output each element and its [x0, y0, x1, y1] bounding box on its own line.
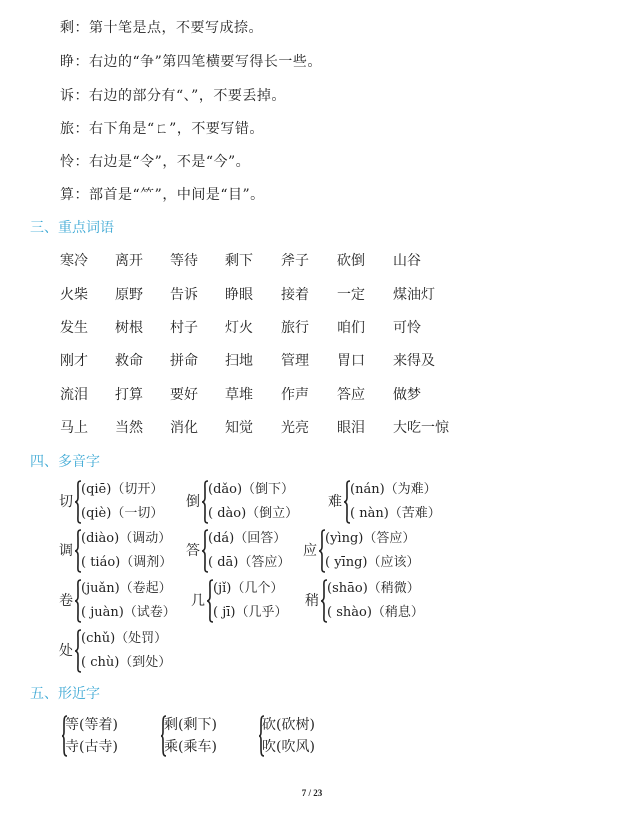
polyphonic-char: 倒	[186, 494, 200, 510]
word-row	[60, 252, 500, 272]
word: 答应	[337, 387, 365, 403]
reading-2: ( yīng)（应该）	[325, 555, 420, 570]
word: 斧子	[281, 253, 309, 269]
reading-1: (jǐ)（几个）	[213, 581, 284, 596]
reading-1: (qiē)（切开）	[81, 482, 164, 497]
note-lv: 旅：右下角是“ㄈ”，不要写错。	[60, 121, 264, 137]
reading-2: ( shào)（稍息）	[327, 605, 424, 620]
word: 刚才	[60, 353, 88, 369]
word-row	[60, 386, 500, 406]
reading-2: ( chù)（到处）	[81, 655, 172, 670]
word: 旅行	[281, 320, 309, 336]
similar-char-b: 寺(古寺)	[65, 739, 118, 755]
word: 眼泪	[337, 420, 365, 436]
word: 拼命	[170, 353, 198, 369]
note-sheng: 剩：第十笔是点，不要写成捺。	[60, 20, 263, 36]
reading-1: (dá)（回答）	[208, 531, 287, 546]
word: 剩下	[225, 253, 253, 269]
word: 救命	[115, 353, 143, 369]
note-suan: 算：部首是“⺮”，中间是“目”。	[60, 187, 265, 203]
similar-char-b: 吹(吹风)	[262, 739, 315, 755]
reading-1: (yìng)（答应）	[325, 531, 416, 546]
reading-1: (diào)（调动）	[81, 531, 172, 546]
word: 火柴	[60, 287, 88, 303]
word: 消化	[170, 420, 198, 436]
word: 煤油灯	[393, 287, 435, 303]
word: 村子	[170, 320, 198, 336]
word: 树根	[115, 320, 143, 336]
word: 打算	[115, 387, 143, 403]
word: 灯火	[225, 320, 253, 336]
similar-char-a: 砍(砍树)	[262, 717, 315, 733]
polyphonic-char: 卷	[59, 593, 73, 609]
word: 砍倒	[337, 253, 365, 269]
word: 告诉	[170, 287, 198, 303]
word: 一定	[337, 287, 365, 303]
polyphonic-char: 几	[191, 593, 205, 609]
polyphonic-char: 答	[186, 543, 200, 559]
section-heading-similar-chars: 五、形近字	[30, 686, 100, 702]
polyphonic-char: 调	[59, 543, 73, 559]
reading-1: (juǎn)（卷起）	[81, 581, 172, 596]
reading-2: ( juàn)（试卷）	[81, 605, 176, 620]
polyphonic-char: 应	[303, 543, 317, 559]
page-number: 7 / 23	[301, 788, 323, 798]
similar-char-b: 乘(乘车)	[164, 739, 217, 755]
word: 知觉	[225, 420, 253, 436]
section-heading-key-words: 三、重点词语	[30, 220, 114, 236]
word: 胃口	[337, 353, 365, 369]
reading-1: (chǔ)（处罚）	[81, 631, 168, 646]
polyphonic-char: 处	[59, 643, 73, 659]
word: 光亮	[281, 420, 309, 436]
word-row	[60, 419, 500, 439]
word: 来得及	[393, 353, 435, 369]
word-row	[60, 286, 500, 306]
section-heading-polyphonic: 四、多音字	[30, 454, 100, 470]
reading-2: ( nàn)（苦难）	[350, 506, 441, 521]
polyphonic-char: 稍	[305, 593, 319, 609]
reading-2: ( jī)（几乎）	[213, 605, 288, 620]
word: 要好	[170, 387, 198, 403]
word: 扫地	[225, 353, 253, 369]
word: 山谷	[393, 253, 421, 269]
word: 离开	[115, 253, 143, 269]
word: 草堆	[225, 387, 253, 403]
word: 睁眼	[225, 287, 253, 303]
word: 寒冷	[60, 253, 88, 269]
word: 流泪	[60, 387, 88, 403]
word: 当然	[115, 420, 143, 436]
word: 大吃一惊	[393, 420, 449, 436]
word-row	[60, 352, 500, 372]
similar-char-a: 等(等着)	[65, 717, 118, 733]
word: 咱们	[337, 320, 365, 336]
word: 等待	[170, 253, 198, 269]
word: 发生	[60, 320, 88, 336]
polyphonic-char: 切	[59, 494, 73, 510]
reading-2: ( dā)（答应）	[208, 555, 291, 570]
note-zheng: 睁：右边的“争”第四笔横要写得长一些。	[60, 54, 322, 70]
polyphonic-char: 难	[328, 494, 342, 510]
word: 接着	[281, 287, 309, 303]
reading-1: (shāo)（稍微）	[327, 581, 420, 596]
note-lian: 怜：右边是“令”，不是“今”。	[60, 154, 251, 170]
reading-2: ( tiáo)（调剂）	[81, 555, 173, 570]
word: 可怜	[393, 320, 421, 336]
reading-1: (dǎo)（倒下）	[208, 482, 295, 497]
word: 马上	[60, 420, 88, 436]
word: 做梦	[393, 387, 421, 403]
reading-1: (nán)（为难）	[350, 482, 437, 497]
word: 原野	[115, 287, 143, 303]
word-row	[60, 319, 500, 339]
reading-2: ( dào)（倒立）	[208, 506, 299, 521]
note-su: 诉：右边的部分有“、”，不要丢掉。	[60, 88, 286, 104]
word: 作声	[281, 387, 309, 403]
word: 管理	[281, 353, 309, 369]
reading-2: (qiè)（一切）	[81, 506, 164, 521]
similar-char-a: 剩(剩下)	[164, 717, 217, 733]
